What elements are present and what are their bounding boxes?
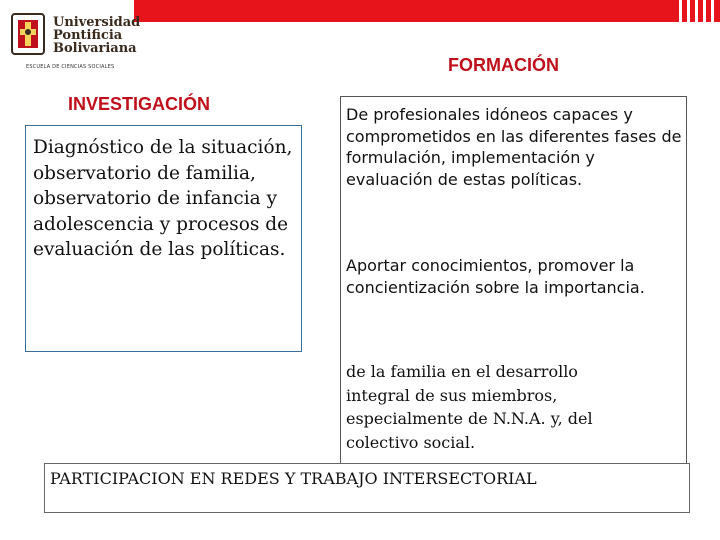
university-logo: [8, 8, 141, 70]
university-crest-icon: [10, 12, 46, 56]
formacion-paragraph-2: Aportar conocimientos, promover la concientización sobre la importancia.: [346, 256, 645, 297]
header-stripe: [703, 0, 706, 22]
formacion-paragraph-1: De profesionales idóneos capaces y comprometidos en las diferentes fases de formulación, implementación y evaluación de estas políticas.: [346, 105, 682, 189]
investigacion-title: INVESTIGACIÓN: [68, 94, 211, 114]
school-name: ESCUELA DE CIENCIAS SOCIALES: [26, 64, 115, 70]
formacion-title: FORMACIÓN: [448, 55, 559, 75]
investigacion-text: Diagnóstico de la situación, observatorio de familia, observatorio de infancia y adolescencia y procesos de evaluación de las políticas.: [33, 137, 293, 261]
header-stripe: [687, 0, 690, 22]
university-name-line-1: Universidad: [53, 15, 141, 30]
header-stripe: [695, 0, 698, 22]
header-stripes: [610, 0, 720, 22]
formacion-paragraph-3: de la familia en el desarrollo integral de sus miembros, especialmente de N.N.A. y, del colectivo social.: [346, 362, 593, 452]
header-stripe: [711, 0, 714, 22]
university-name-line-3: Bolivariana: [53, 41, 137, 56]
university-name-line-2: Pontificia: [53, 28, 123, 43]
participacion-text: PARTICIPACION EN REDES Y TRABAJO INTERSECTORIAL: [50, 469, 537, 488]
header-stripe: [679, 0, 682, 22]
